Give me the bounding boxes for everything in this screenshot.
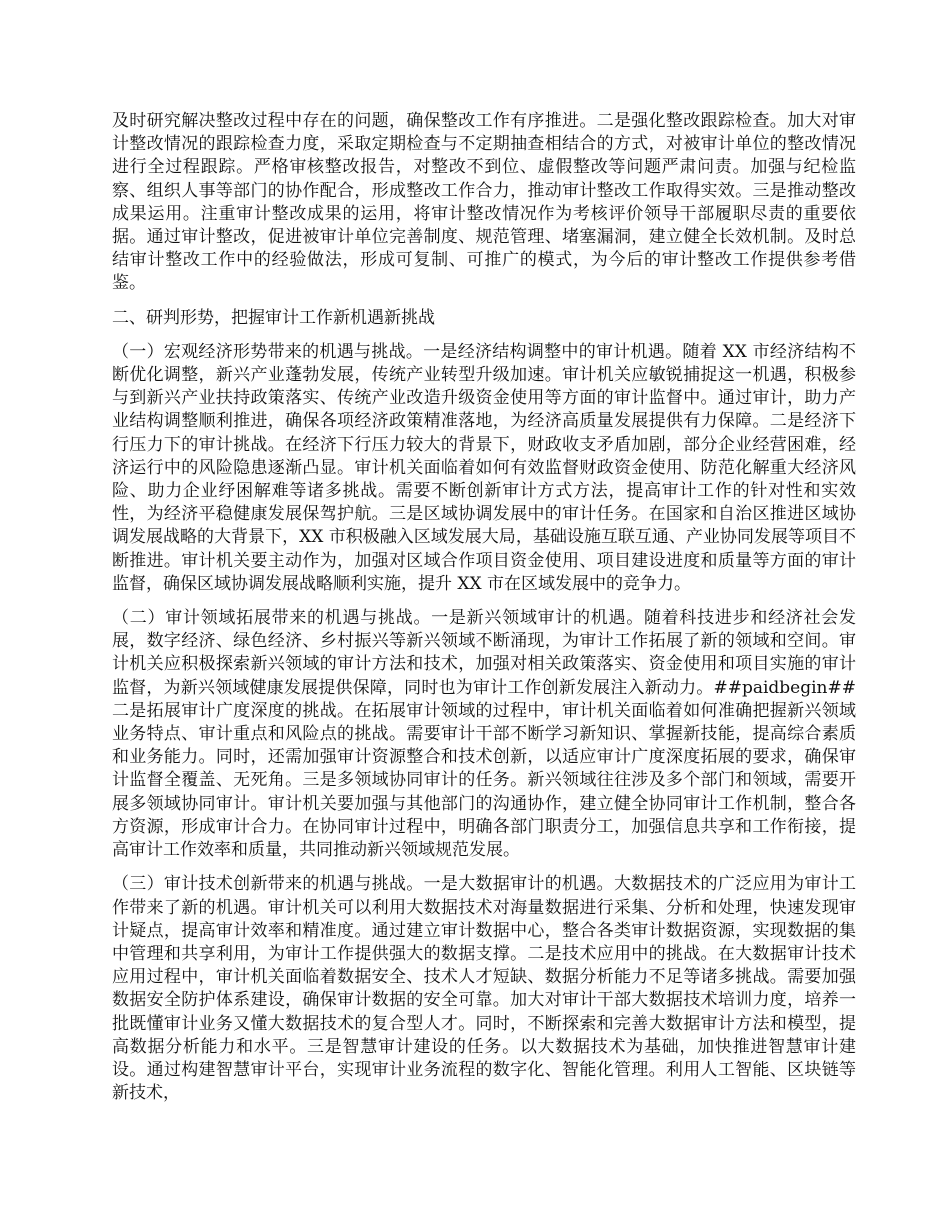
document-body [112,110,856,1116]
paragraph-macro-economy: （一）宏观经济形势带来的机遇与挑战。一是经济结构调整中的审计机遇。随着 XX 市经济结构不断优化调整，新兴产业蓬勃发展，传统产业转型升级加速。审计机关应敏锐捕捉这一机遇，积极参与到新兴产业扶持政策落实、传统产业改造升级资金使用等方面的审计监督中。通过审计，助力产业结构调整顺利推进，确保各项经济政策精准落地，为经济高质量发展提供有力保障。二是经济下行压力下的审计挑战。在经济下行压力较大的背景下，财政收支矛盾加剧，部分企业经营困难，经济运行中的风险隐患逐渐凸显。审计机关面临着如何有效监督财政资金使用、防范化解重大经济风险、助力企业纾困解难等诸多挑战。需要不断创新审计方式方法，提高审计工作的针对性和实效性，为经济平稳健康发展保驾护航。三是区域协调发展中的审计任务。在国家和自治区推进区域协调发展战略的大背景下，XX 市积极融入区域发展大局，基础设施互联互通、产业协同发展等项目不断推进。审计机关要主动作为，加强对区域合作项目资金使用、项目建设进度和质量等方面的审计监督，确保区域协调发展战略顺利实施，提升 XX 市在区域发展中的竞争力。 [112,341,856,594]
paragraph-rectification: 及时研究解决整改过程中存在的问题，确保整改工作有序推进。二是强化整改跟踪检查。加大对审计整改情况的跟踪检查力度，采取定期检查与不定期抽查相结合的方式，对被审计单位的整改情况进行全过程跟踪。严格审核整改报告，对整改不到位、虚假整改等问题严肃问责。加强与纪检监察、组织人事等部门的协作配合，形成整改工作合力，推动审计整改工作取得实效。三是推动整改成果运用。注重审计整改成果的运用，将审计整改情况作为考核评价领导干部履职尽责的重要依据。通过审计整改，促进被审计单位完善制度、规范管理、堵塞漏洞，建立健全长效机制。及时总结审计整改工作中的经验做法，形成可复制、可推广的模式，为今后的审计整改工作提供参考借鉴。 [112,111,856,294]
section-heading: 二、研判形势，把握审计工作新机遇新挑战 [112,307,435,328]
paragraph-audit-technology: （三）审计技术创新带来的机遇与挑战。一是大数据审计的机遇。大数据技术的广泛应用为审计工作带来了新的机遇。审计机关可以利用大数据技术对海量数据进行采集、分析和处理，快速发现审计疑点，提高审计效率和精准度。通过建立审计数据中心，整合各类审计数据资源，实现数据的集中管理和共享利用，为审计工作提供强大的数据支撑。二是技术应用中的挑战。在大数据审计技术应用过程中，审计机关面临着数据安全、技术人才短缺、数据分析能力不足等诸多挑战。需要加强数据安全防护体系建设，确保审计数据的安全可靠。加大对审计干部大数据技术培训力度，培养一批既懂审计业务又懂大数据技术的复合型人才。同时，不断探索和完善大数据审计方法和模型，提高数据分析能力和水平。三是智慧审计建设的任务。以大数据技术为基础，加快推进智慧审计建设。通过构建智慧审计平台，实现审计业务流程的数字化、智能化管理。利用人工智能、区块链等新技术， [112,874,856,1104]
paragraph-audit-fields: （二）审计领域拓展带来的机遇与挑战。一是新兴领域审计的机遇。随着科技进步和经济社会发展，数字经济、绿色经济、乡村振兴等新兴领域不断涌现，为审计工作拓展了新的领域和空间。审计机关应积极探索新兴领域的审计方法和技术，加强对相关政策落实、资金使用和项目实施的审计监督，为新兴领域健康发展提供保障，同时也为审计工作创新发展注入新动力。##paidbegin##二是拓展审计广度深度的挑战。在拓展审计领域的过程中，审计机关面临着如何准确把握新兴领域业务特点、审计重点和风险点的挑战。需要审计干部不断学习新知识、掌握新技能，提高综合素质和业务能力。同时，还需加强审计资源整合和技术创新，以适应审计广度深度拓展的要求，确保审计监督全覆盖、无死角。三是多领域协同审计的任务。新兴领域往往涉及多个部门和领域，需要开展多领域协同审计。审计机关要加强与其他部门的沟通协作，建立健全协同审计工作机制，整合各方资源，形成审计合力。在协同审计过程中，明确各部门职责分工，加强信息共享和工作衔接，提高审计工作效率和质量，共同推动新兴领域规范发展。 [112,608,856,861]
